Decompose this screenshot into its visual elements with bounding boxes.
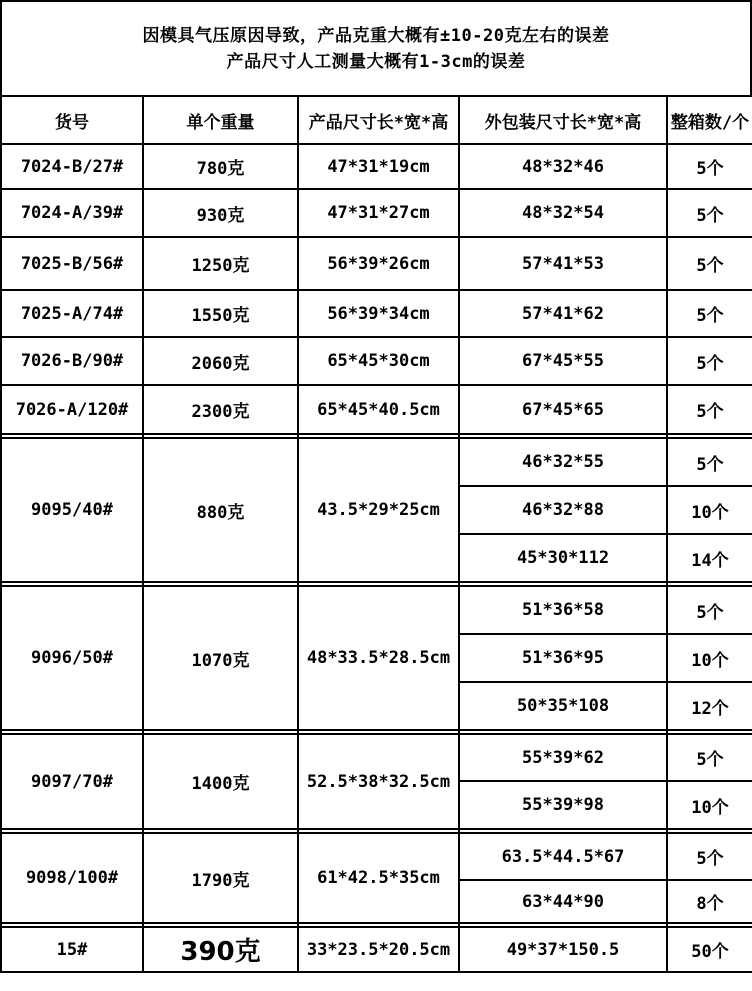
package-size-cell: 57*41*62: [459, 290, 667, 337]
qty-cell: 50个: [667, 927, 752, 972]
weight-cell: 1070克: [143, 586, 298, 730]
qty-cell: 5个: [667, 290, 752, 337]
header-row: [1, 96, 752, 144]
notice-line-1: 因模具气压原因导致，产品克重大概有±10-20克左右的误差: [142, 25, 610, 46]
package-size-cell: 45*30*112: [459, 534, 667, 582]
package-size-cell: 57*41*53: [459, 237, 667, 290]
table-row-7025-A-74: [1, 290, 752, 337]
item-no-cell: 15#: [1, 927, 143, 972]
item-no-cell: 7025-A/74#: [1, 290, 143, 337]
product-size-cell: 47*31*27cm: [298, 189, 459, 237]
package-size-cell: 46*32*55: [459, 438, 667, 486]
qty-cell: 5个: [667, 833, 752, 880]
spec-table: [0, 95, 752, 973]
item-no-cell: 7024-B/27#: [1, 144, 143, 189]
package-size-cell: 51*36*95: [459, 634, 667, 682]
qty-cell: 10个: [667, 781, 752, 829]
item-no-cell: 9096/50#: [1, 586, 143, 730]
product-size-cell: 61*42.5*35cm: [298, 833, 459, 923]
qty-cell: 5个: [667, 144, 752, 189]
item-no-cell: 7026-B/90#: [1, 337, 143, 385]
package-size-cell: 48*32*46: [459, 144, 667, 189]
col-header-unit-weight: 单个重量: [143, 96, 298, 144]
item-no-cell: 7026-A/120#: [1, 385, 143, 434]
item-no-cell: 9097/70#: [1, 734, 143, 829]
item-no-cell: 9095/40#: [1, 438, 143, 582]
item-no-cell: 9098/100#: [1, 833, 143, 923]
product-size-cell: 43.5*29*25cm: [298, 438, 459, 582]
product-size-cell: 33*23.5*20.5cm: [298, 927, 459, 972]
table-row-9095-40: [1, 438, 752, 486]
col-header-package-size: 外包装尺寸长*宽*高: [459, 96, 667, 144]
weight-cell: 2060克: [143, 337, 298, 385]
item-no-cell: 7024-A/39#: [1, 189, 143, 237]
package-size-cell: 49*37*150.5: [459, 927, 667, 972]
package-size-cell: 67*45*65: [459, 385, 667, 434]
qty-cell: 5个: [667, 385, 752, 434]
weight-cell: 1550克: [143, 290, 298, 337]
weight-cell: 930克: [143, 189, 298, 237]
qty-cell: 10个: [667, 486, 752, 534]
qty-cell: 12个: [667, 682, 752, 730]
weight-cell: 1250克: [143, 237, 298, 290]
qty-cell: 8个: [667, 880, 752, 923]
qty-cell: 5个: [667, 189, 752, 237]
table-row-7026-A-120: [1, 385, 752, 434]
weight-cell: 1790克: [143, 833, 298, 923]
product-size-cell: 48*33.5*28.5cm: [298, 586, 459, 730]
package-size-cell: 46*32*88: [459, 486, 667, 534]
table-row-7024-A-39: [1, 189, 752, 237]
package-size-cell: 63*44*90: [459, 880, 667, 923]
table-row-9096-50: [1, 586, 752, 634]
table-row-9098-100: [1, 833, 752, 880]
col-header-qty-per-carton: 整箱数/个: [667, 96, 752, 144]
table-row-9097-70: [1, 734, 752, 781]
col-header-item-no: 货号: [1, 96, 143, 144]
qty-cell: 5个: [667, 586, 752, 634]
product-size-cell: 56*39*26cm: [298, 237, 459, 290]
table-row-7026-B-90: [1, 337, 752, 385]
table-row-15: [1, 927, 752, 972]
table-row-7025-B-56: [1, 237, 752, 290]
notice-banner: [0, 0, 752, 95]
qty-cell: 5个: [667, 337, 752, 385]
weight-cell: 780克: [143, 144, 298, 189]
weight-cell: 880克: [143, 438, 298, 582]
product-size-cell: 47*31*19cm: [298, 144, 459, 189]
weight-cell: 1400克: [143, 734, 298, 829]
item-no-cell: 7025-B/56#: [1, 237, 143, 290]
product-size-cell: 65*45*30cm: [298, 337, 459, 385]
package-size-cell: 50*35*108: [459, 682, 667, 730]
weight-cell: 2300克: [143, 385, 298, 434]
col-header-product-size: 产品尺寸长*宽*高: [298, 96, 459, 144]
package-size-cell: 67*45*55: [459, 337, 667, 385]
package-size-cell: 55*39*62: [459, 734, 667, 781]
package-size-cell: 51*36*58: [459, 586, 667, 634]
qty-cell: 14个: [667, 534, 752, 582]
notice-line-2: 产品尺寸人工测量大概有1-3cm的误差: [226, 51, 526, 72]
table-row-7024-B-27: [1, 144, 752, 189]
qty-cell: 10个: [667, 634, 752, 682]
package-size-cell: 48*32*54: [459, 189, 667, 237]
product-size-cell: 65*45*40.5cm: [298, 385, 459, 434]
package-size-cell: 63.5*44.5*67: [459, 833, 667, 880]
product-size-cell: 52.5*38*32.5cm: [298, 734, 459, 829]
package-size-cell: 55*39*98: [459, 781, 667, 829]
product-size-cell: 56*39*34cm: [298, 290, 459, 337]
qty-cell: 5个: [667, 438, 752, 486]
qty-cell: 5个: [667, 734, 752, 781]
qty-cell: 5个: [667, 237, 752, 290]
weight-cell: 390克: [143, 927, 298, 972]
